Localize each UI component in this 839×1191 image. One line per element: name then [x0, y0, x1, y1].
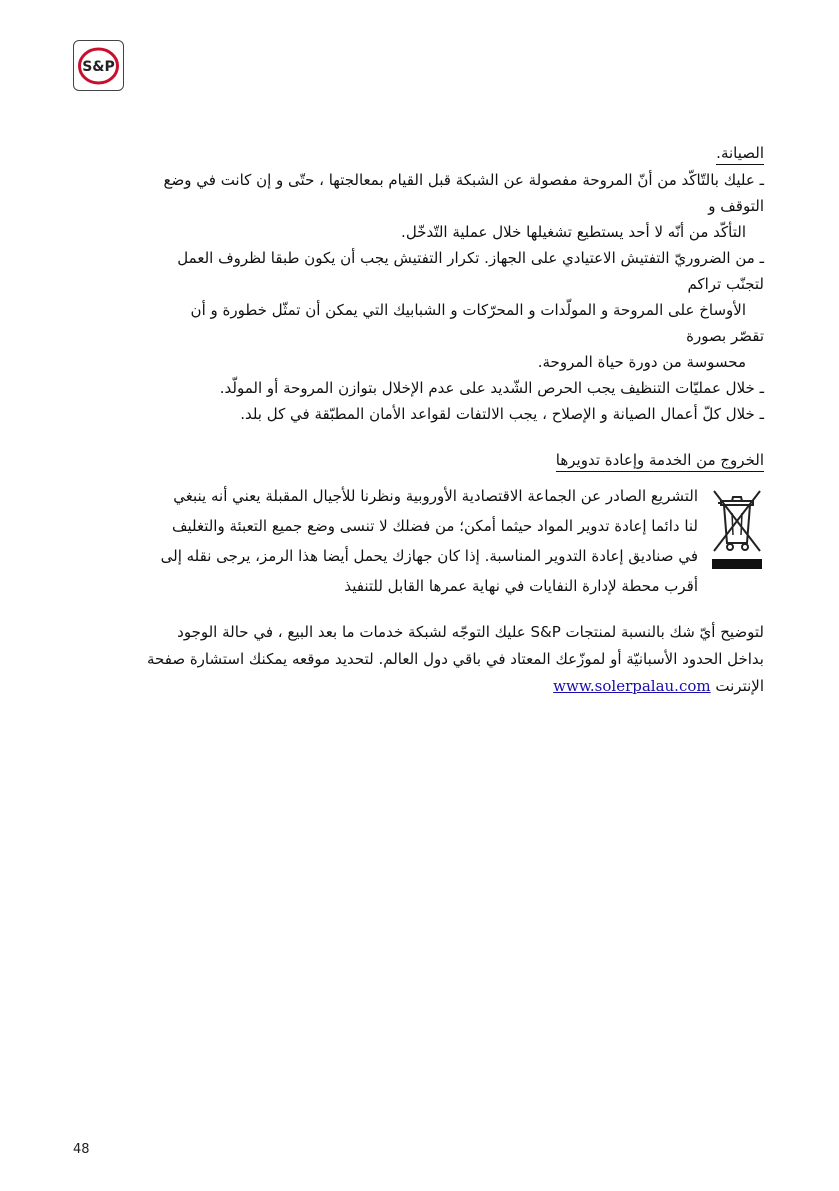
service-last-line: [96, 673, 764, 700]
maintenance-bullet-3: [96, 375, 764, 401]
bullet-line: التوقف و: [708, 197, 764, 215]
page-number: 48: [73, 1142, 90, 1157]
recycling-line: التشريع الصادر عن الجماعة الاقتصادية الأوروبية ونظرنا للأجيال المقبلة يعني أنه ينبغي: [173, 487, 698, 505]
bullet-dash: ـ: [759, 405, 764, 423]
bullet-line: الأوساخ على المروحة و المولّدات و المحرّكات و الشبابيك التي يمكن أن تمثّل خطورة و أن: [190, 301, 746, 319]
company-logo: [73, 40, 124, 91]
service-line: لتوضيح أيّ شك بالنسبة لمنتجات S&P عليك التوجّه لشبكة خدمات ما بعد البيع ، في حالة الوجود: [177, 623, 764, 641]
bullet-line: من الضروريّ التفتيش الاعتيادي على الجهاز. تكرار التفتيش يجب أن يكون طبقا لظروف العمل: [177, 249, 755, 267]
recycling-line: أقرب محطة لإدارة النفايات في نهاية عمرها القابل للتنفيذ: [344, 577, 698, 595]
bullet-dash: ـ: [759, 249, 764, 267]
service-section: [96, 619, 764, 700]
maintenance-heading: الصيانة.: [716, 142, 764, 165]
recycling-text: [96, 481, 698, 601]
service-line-prefix: الإنترنت: [715, 677, 764, 695]
website-link[interactable]: www.solerpalau.com: [553, 677, 711, 695]
bullet-dash: ـ: [759, 379, 764, 397]
recycling-row: [96, 481, 764, 601]
bullet-line: خلال عمليّات التنظيف يجب الحرص الشّديد على عدم الإخلال بتوازن المروحة أو المولّد.: [219, 379, 755, 397]
recycling-line: لنا دائما إعادة تدوير المواد حيثما أمكن؛ من فضلك لا تنسى وضع جميع التعبئة والتغليف: [171, 517, 698, 535]
bullet-line: تقصّر بصورة: [686, 327, 764, 345]
service-line: بداخل الحدود الأسبانيّة أو لموزّعك المعتاد في باقي دول العالم. لتحديد موقعه يمكنك استشارة صفحة: [147, 650, 764, 668]
logo-text: S&P: [82, 59, 115, 75]
crossed-out-wheelie-bin-icon: [710, 483, 764, 579]
bullet-line: لتجنّب تراكم: [687, 275, 764, 293]
bullet-dash: ـ: [759, 171, 764, 189]
maintenance-bullet-4: [96, 401, 764, 427]
bullet-line: محسوسة من دورة حياة المروحة.: [537, 353, 746, 371]
maintenance-section: [96, 140, 764, 427]
document-body: [96, 140, 764, 700]
s-and-p-logo-icon: [74, 41, 123, 90]
bullet-line: التأكّد من أنّه لا أحد يستطيع تشغيلها خلال عملية التّدخّل.: [401, 223, 746, 241]
bullet-line: خلال كلّ أعمال الصيانة و الإصلاح ، يجب الالتفات لقواعد الأمان المطبّقة في كل بلد.: [240, 405, 755, 423]
maintenance-bullet-2: [96, 245, 764, 375]
recycling-section: [96, 447, 764, 601]
recycling-line: في صناديق إعادة التدوير المناسبة. إذا كان جهازك يحمل أيضا هذا الرمز، يرجى نقله إلى: [160, 547, 698, 565]
maintenance-bullet-1: [96, 167, 764, 245]
recycling-heading: الخروج من الخدمة وإعادة تدويرها: [556, 449, 764, 472]
bullet-line: عليك بالتّاكّد من أنّ المروحة مفصولة عن الشبكة قبل القيام بمعالجتها ، حتّى و إن كانت في وضع: [163, 171, 755, 189]
